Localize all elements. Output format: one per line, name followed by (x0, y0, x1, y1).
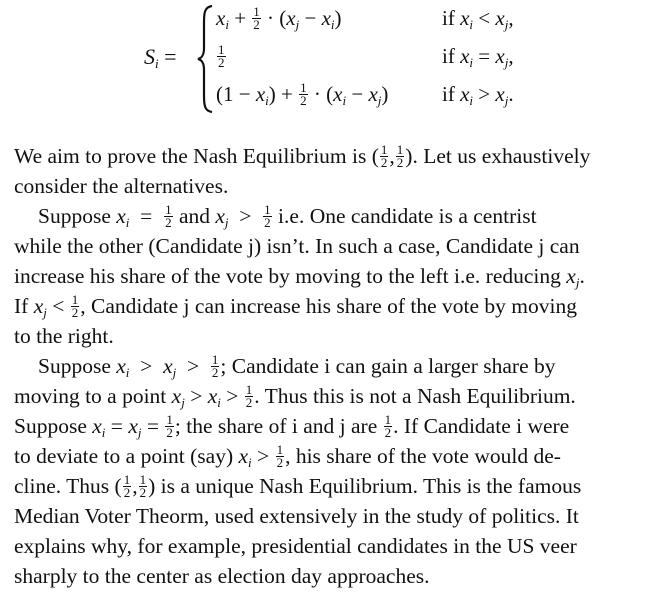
text-line: increase his share of the vote by moving to the left i.e. reducing $x_j$. (14, 264, 585, 290)
text-line: We aim to prove the Nash Equilibrium is ( $\frac{1}{2}$ , $\frac{1}{2}$ ). Let us exhaustively (14, 141, 591, 170)
text-line: Suppose $x_i = x_j$ = $\frac{1}{2}$ ; the share of i and j are $\frac{1}{2}$ . If Candidate i were (14, 411, 570, 440)
piecewise-equation (0, 0, 672, 118)
text-line: explains why, for example, presidential candidates in the US veer (14, 534, 577, 558)
left-brace-icon (196, 4, 214, 114)
text-line: Suppose $x_i$ = $\frac{1}{2}$ and $x_j$ > $\frac{1}{2}$ i.e. One candidate is a centrist (38, 201, 537, 230)
text-line: to the right. (14, 324, 114, 348)
case-1-expression: $x_i$ + $\frac{1}{2}$ · $(x_j - x_i)$ (216, 3, 342, 32)
text-line: Median Voter Theorm, used extensively in the study of politics. It (14, 504, 579, 528)
case-3-condition: if $x_i > x_j$. (442, 82, 514, 108)
proof-text (14, 141, 662, 591)
text-line: while the other (Candidate j) isn’t. In such a case, Candidate j can (14, 234, 580, 258)
case-2-condition: if $x_i = x_j$, (442, 44, 514, 70)
case-2-expression (216, 41, 227, 71)
text-line: cline. Thus ( $\frac{1}{2}$ , $\frac{1}{2}$ ) is a unique Nash Equilibrium. This is the famous (14, 471, 582, 500)
case-3-expression: $(1 - x_i)$ + $\frac{1}{2}$ · $(x_i - x_j)$ (216, 79, 389, 108)
text-line: to deviate to a point (say) $x_i$ > $\frac{1}{2}$ , his share of the vote would de- (14, 441, 561, 470)
equation-lhs: $S_i$ = (144, 44, 177, 71)
text-line: consider the alternatives. (14, 174, 229, 198)
text-line: sharply to the center as election day approaches. (14, 564, 430, 588)
case-1-condition: if $x_i < x_j$, (442, 6, 514, 32)
text-line: moving to a point $x_j > x_i$ > $\frac{1}{2}$ . Thus this is not a Nash Equilibrium. (14, 381, 576, 410)
text-line: Suppose $x_i > x_j$ > $\frac{1}{2}$ ; Candidate i can gain a larger share by (38, 351, 556, 380)
fraction-half: $\frac{1}{2}$ (300, 79, 307, 108)
fraction-half: $\frac{1}{2}$ (218, 41, 225, 70)
fraction-half: $\frac{1}{2}$ (253, 3, 260, 32)
text-line: If $x_j$ < $\frac{1}{2}$ , Candidate j can increase his share of the vote by moving (14, 291, 578, 320)
